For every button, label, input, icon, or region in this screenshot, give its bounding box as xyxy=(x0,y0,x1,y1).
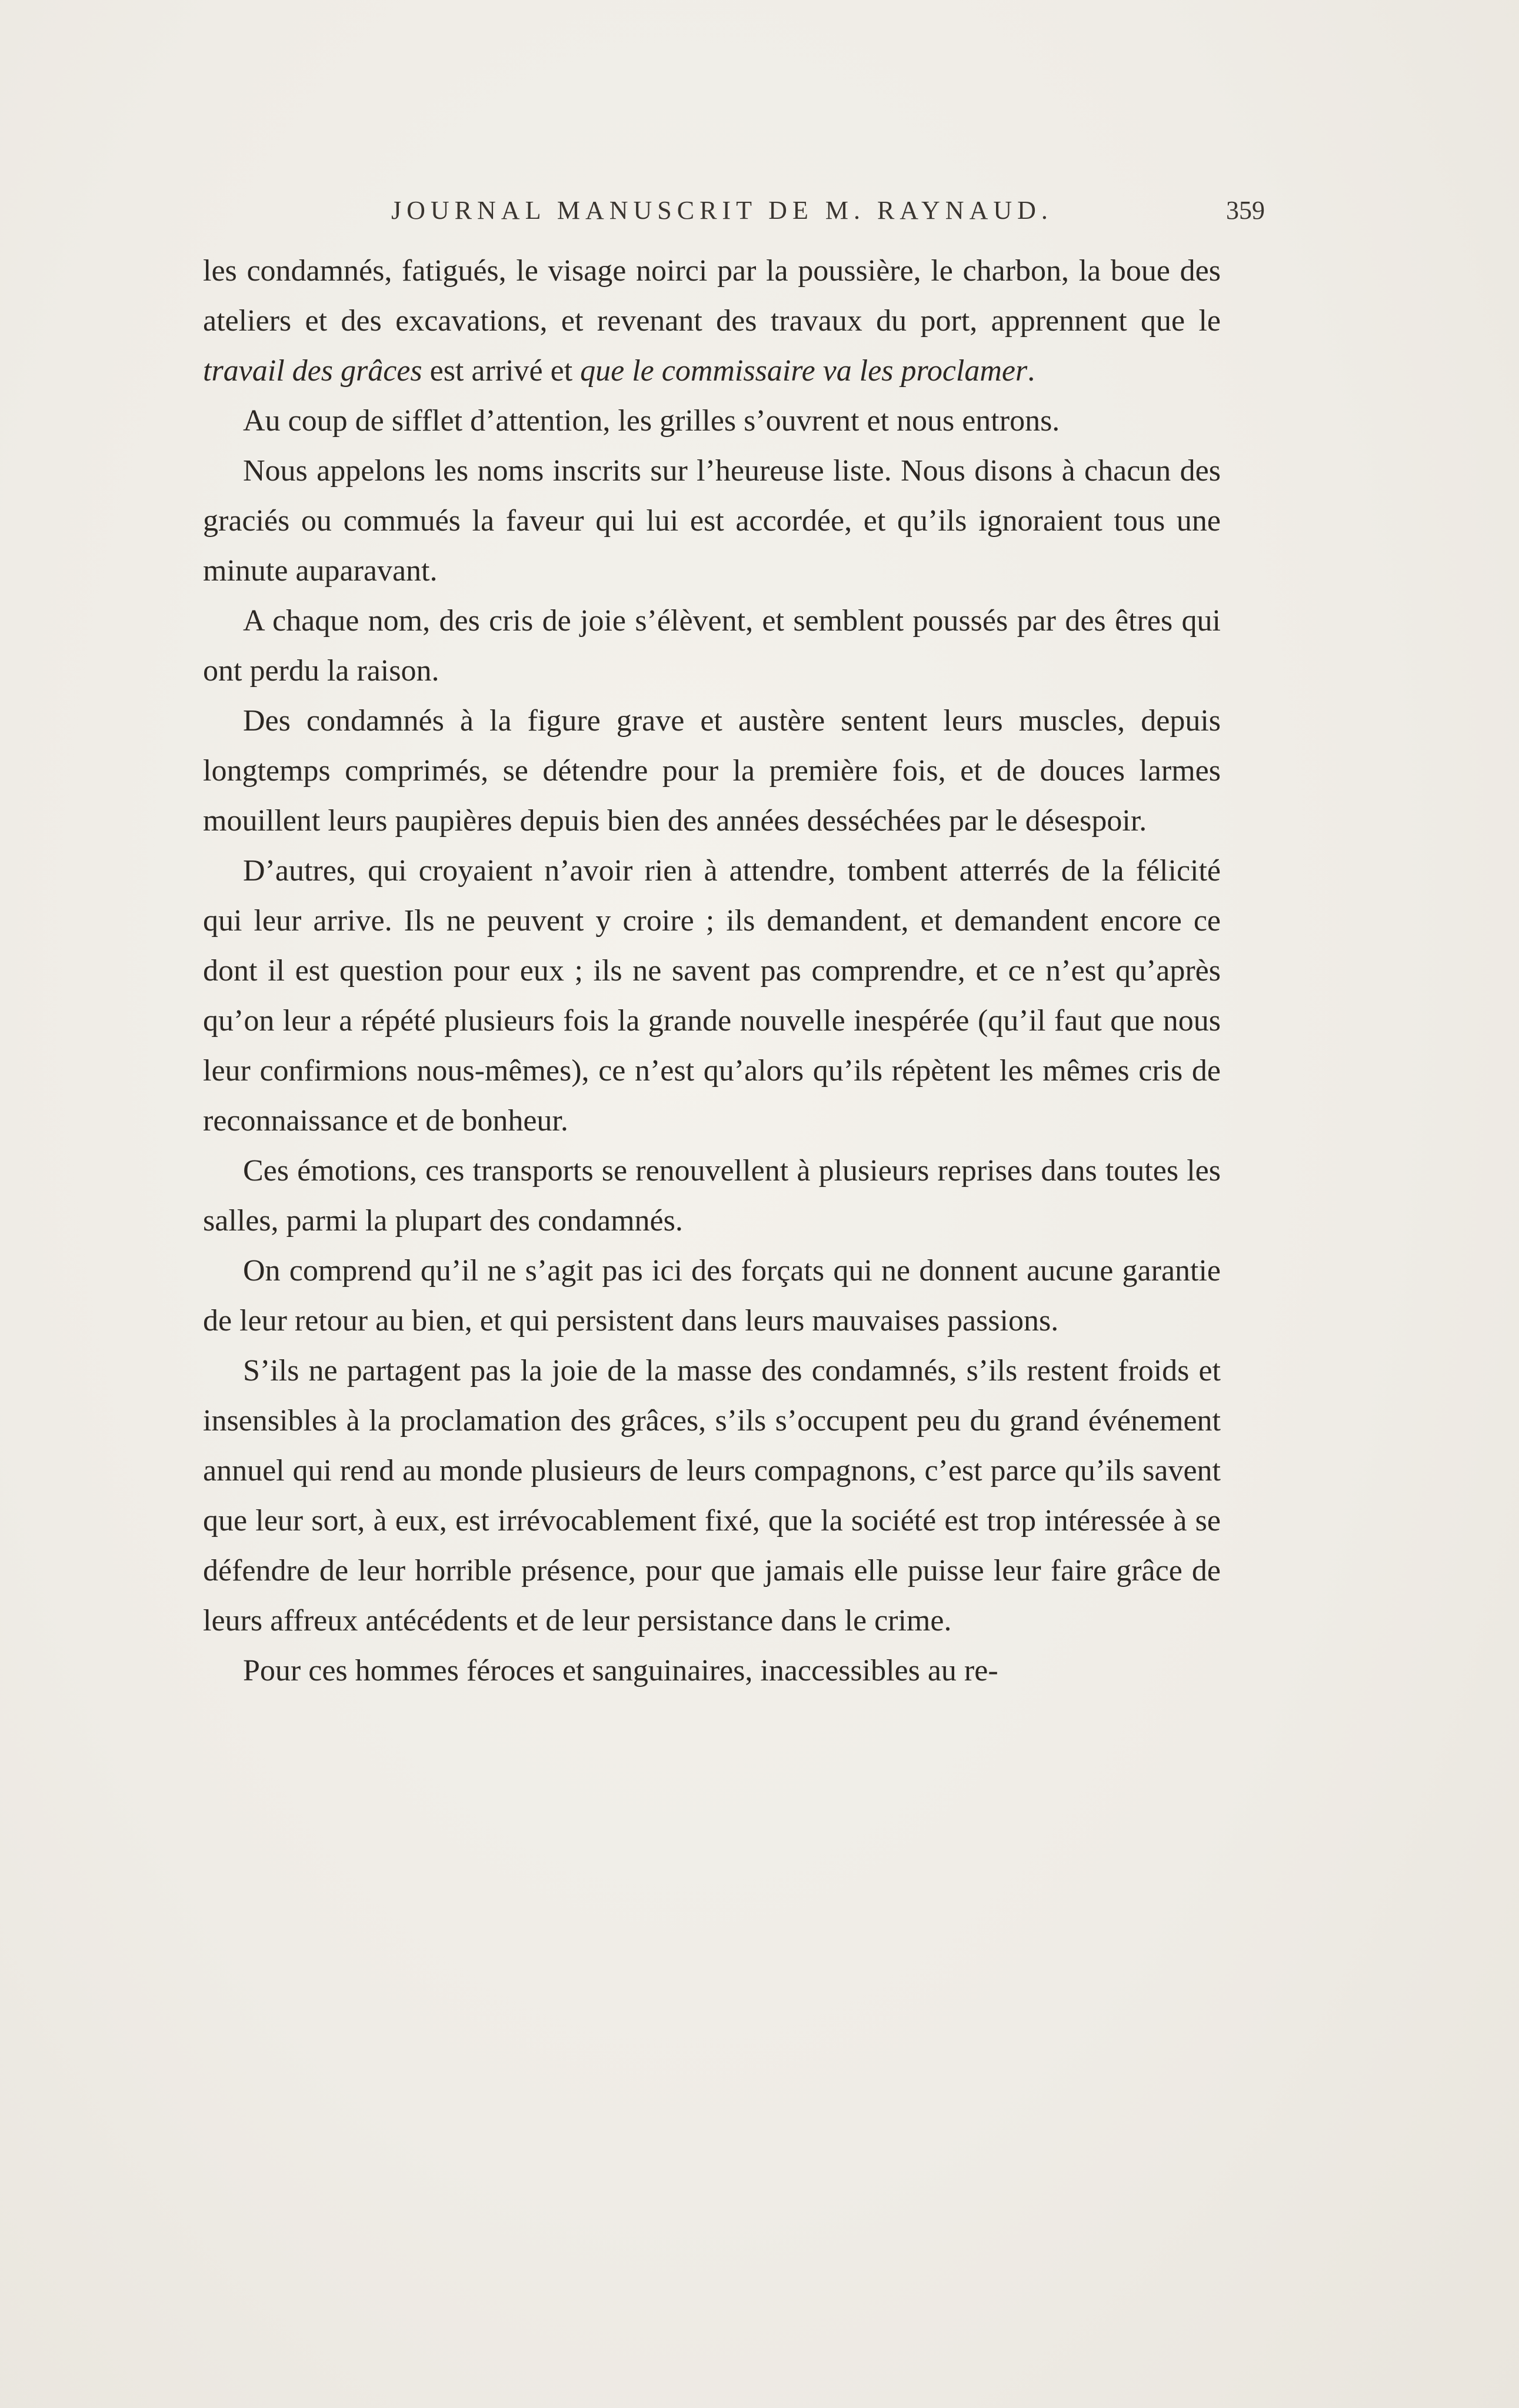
paragraph-4: A chaque nom, des cris de joie s’élèvent, et semblent poussés par des êtres qui ont perdu la raison. xyxy=(203,604,1221,688)
paragraph-8: On comprend qu’il ne s’agit pas ici des forçats qui ne donnent aucune garantie de leur retour au bien, et qui persistent dans leurs mauvaises passions. xyxy=(203,1254,1221,1338)
paragraph-1-mid: est arrivé et xyxy=(422,354,581,388)
paragraph-1-italic-2: que le commissaire va les proclamer xyxy=(580,354,1028,388)
paragraph-5: Des condamnés à la figure grave et austère sentent leurs muscles, depuis longtemps comprimés, se détendre pour la première fois, et de douces larmes mouillent leurs paupières depuis bien des années desséchées par le désespoir. xyxy=(203,704,1221,838)
running-header xyxy=(203,195,1265,231)
paragraph-6: D’autres, qui croyaient n’avoir rien à attendre, tombent atterrés de la félicité qui leur arrive. Ils ne peuvent y croire ; ils demandent, et demandent encore ce dont il est question pour eux ; ils ne savent pas comprendre, et ce n’est qu’après qu’on leur a répété plusieurs fois la grande nouvelle inespérée (qu’il faut que nous leur confirmions nous-mêmes), ce n’est qu’alors qu’ils répètent les mêmes cris de reconnaissance et de bonheur. xyxy=(203,854,1221,1138)
paragraph-1-start: les condamnés, fatigués, le visage noirci par la poussière, le charbon, la boue des ateliers et des excavations, et revenant des travaux du port, apprennent que le xyxy=(203,254,1221,338)
paragraph-3: Nous appelons les noms inscrits sur l’heureuse liste. Nous disons à chacun des graciés ou commués la faveur qui lui est accordée, et qu’ils ignoraient tous une minute auparavant. xyxy=(203,454,1221,588)
paragraph-1 xyxy=(203,246,1221,396)
body-text xyxy=(203,246,1221,1696)
paragraph-1-end: . xyxy=(1027,354,1035,388)
paragraph-2: Au coup de sifflet d’attention, les grilles s’ouvrent et nous entrons. xyxy=(243,404,1060,438)
running-title: JOURNAL MANUSCRIT DE M. RAYNAUD. xyxy=(391,196,1053,225)
paragraph-10: Pour ces hommes féroces et sanguinaires, inaccessibles au re- xyxy=(243,1654,998,1687)
page-number: 359 xyxy=(1226,196,1265,225)
paragraph-9: S’ils ne partagent pas la joie de la masse des condamnés, s’ils restent froids et insensibles à la proclamation des grâces, s’ils s’occupent peu du grand événement annuel qui rend au monde plusieurs de leurs compagnons, c’est parce qu’ils savent que leur sort, à eux, est irrévocablement fixé, que la société est trop intéressée à se défendre de leur horrible présence, pour que jamais elle puisse leur faire grâce de leurs affreux antécédents et de leur persistance dans le crime. xyxy=(203,1354,1221,1637)
paragraph-7: Ces émotions, ces transports se renouvellent à plusieurs reprises dans toutes les salles, parmi la plupart des condamnés. xyxy=(203,1154,1221,1238)
paragraph-1-italic-1: travail des grâces xyxy=(203,354,422,388)
